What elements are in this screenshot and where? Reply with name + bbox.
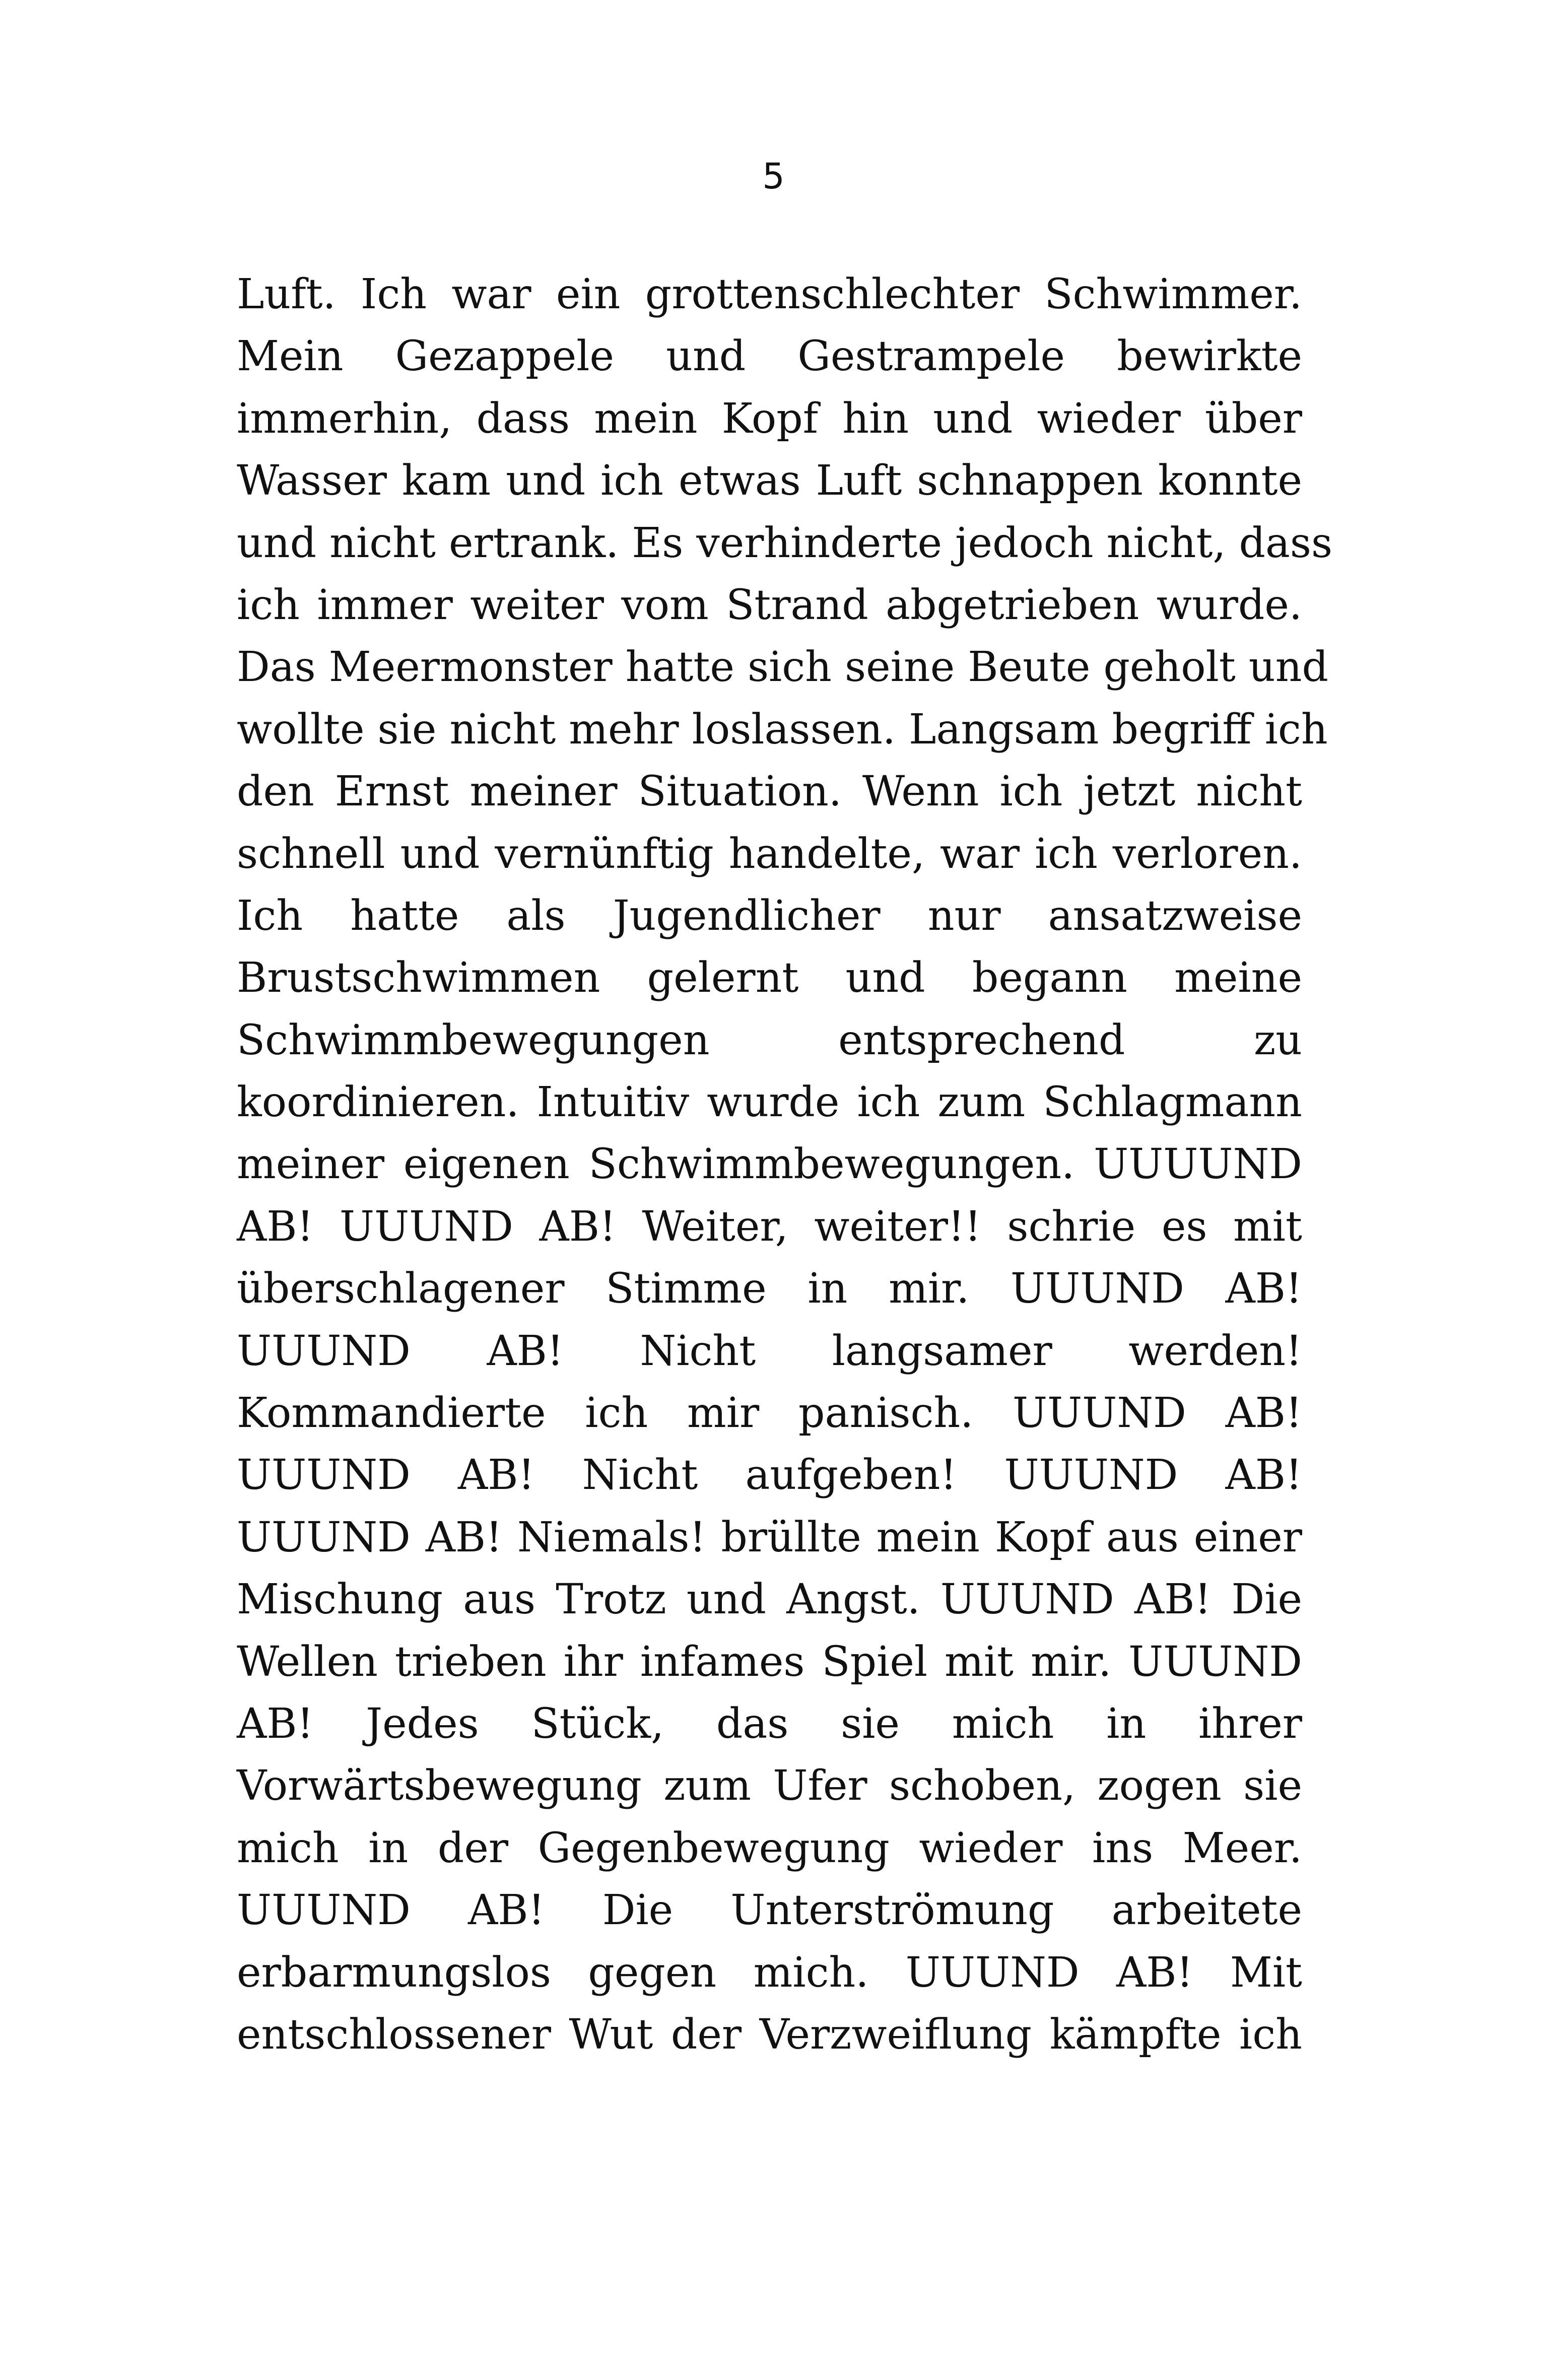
text-line: UUUND AB! Die Unterströmung arbeitete: [237, 1886, 1302, 1935]
text-line: UUUND AB! Nicht aufgeben! UUUND AB!: [237, 1451, 1302, 1500]
body-text: [237, 263, 1333, 2066]
text-line: Das Meermonster hatte sich seine Beute geholt und: [237, 643, 1328, 692]
text-line: Wellen trieben ihr infames Spiel mit mir. UUUND: [237, 1638, 1302, 1686]
text-line: Ich hatte als Jugendlicher nur ansatzweise: [237, 892, 1302, 940]
text-line: schnell und vernünftig handelte, war ich verloren.: [237, 830, 1302, 878]
text-line: immerhin, dass mein Kopf hin und wieder über: [237, 394, 1302, 443]
text-line: AB! UUUND AB! Weiter, weiter!! schrie es mit: [237, 1202, 1302, 1251]
text-line: Mein Gezappele und Gestrampele bewirkte: [237, 332, 1302, 381]
text-line: UUUND AB! Niemals! brüllte mein Kopf aus einer: [237, 1513, 1302, 1561]
text-line: Vorwärtsbewegung zum Ufer schoben, zogen sie: [237, 1762, 1302, 1810]
text-line: AB! Jedes Stück, das sie mich in ihrer: [237, 1699, 1302, 1748]
text-line: Wasser kam und ich etwas Luft schnappen konnte: [237, 457, 1302, 505]
text-line: Schwimmbewegungen entsprechend zu: [237, 1016, 1302, 1064]
text-line: Luft. Ich war ein grottenschlechter Schwimmer.: [237, 270, 1302, 318]
text-line: ich immer weiter vom Strand abgetrieben wurde.: [237, 581, 1302, 629]
text-line: wollte sie nicht mehr loslassen. Langsam begriff ich: [237, 705, 1328, 754]
text-line: Brustschwimmen gelernt und begann meine: [237, 954, 1302, 1002]
text-line: Mischung aus Trotz und Angst. UUUND AB! Die: [237, 1576, 1302, 1624]
page-number: 5: [762, 156, 785, 197]
text-line: überschlagener Stimme in mir. UUUND AB!: [237, 1265, 1302, 1313]
text-line: mich in der Gegenbewegung wieder ins Meer.: [237, 1824, 1302, 1872]
text-line: den Ernst meiner Situation. Wenn ich jetzt nicht: [237, 768, 1302, 816]
text-line: erbarmungslos gegen mich. UUUND AB! Mit: [237, 1948, 1302, 1997]
text-line: und nicht ertrank. Es verhinderte jedoch nicht, dass: [237, 519, 1333, 567]
text-line: entschlossener Wut der Verzweiflung kämpfte ich: [237, 2010, 1302, 2059]
text-line: Kommandierte ich mir panisch. UUUND AB!: [237, 1389, 1302, 1438]
text-line: koordinieren. Intuitiv wurde ich zum Schlagmann: [237, 1078, 1302, 1127]
text-line: meiner eigenen Schwimmbewegungen. UUUUND: [237, 1140, 1302, 1189]
text-line: UUUND AB! Nicht langsamer werden!: [237, 1327, 1302, 1375]
